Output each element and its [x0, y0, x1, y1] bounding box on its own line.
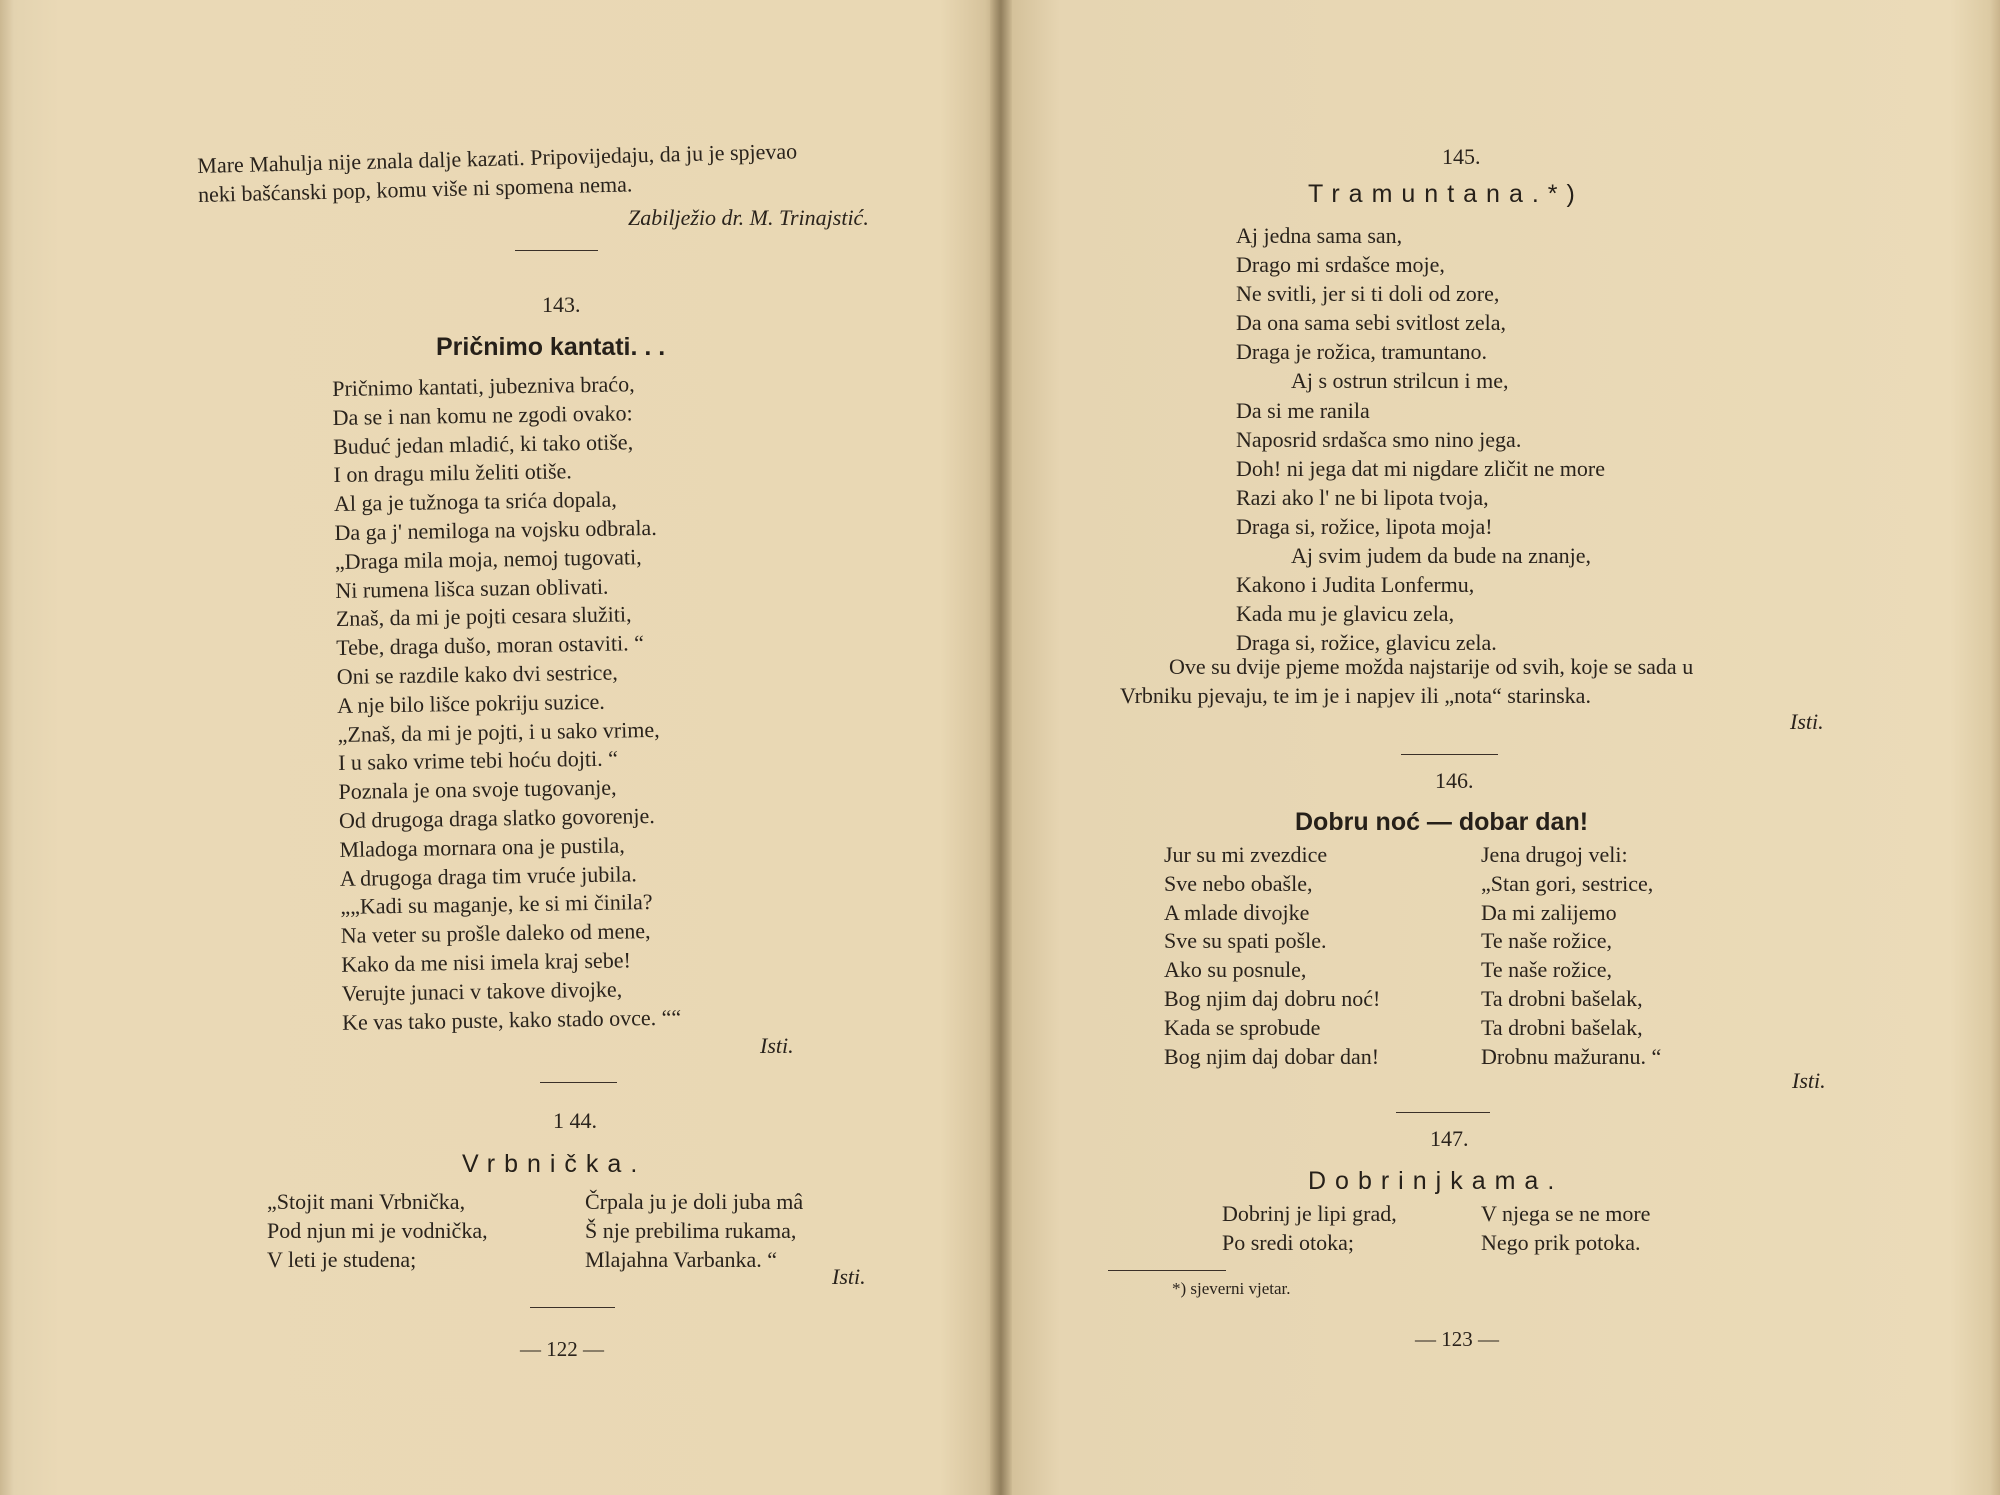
verse-line: Bog njim daj dobar dan! — [1164, 1043, 1380, 1069]
verse-line: Poznala je ona svoje tugovanje, — [338, 774, 617, 805]
verse-line: Jena drugoj veli: — [1481, 842, 1628, 867]
poem-145-lines — [1236, 221, 1605, 657]
verse-line: Sve nebo obašle, — [1164, 870, 1313, 896]
verse-line: Dobrinj je lipi grad, — [1222, 1201, 1397, 1226]
verse-line: A mlade divojke — [1164, 899, 1310, 925]
verse-line: I on dragu milu želiti otiše. — [333, 458, 573, 488]
poem-credit: Isti. — [760, 1033, 794, 1058]
verse-line: Te naše rožice, — [1481, 928, 1612, 954]
poem-title: Vrbnička. — [462, 1150, 647, 1178]
verse-line: „„Kadi su maganje, ke si mi činila? — [340, 889, 653, 920]
book-gutter — [990, 0, 1012, 1495]
verse-line: Črpala ju je doli juba mâ — [585, 1189, 804, 1214]
poem-credit: Isti. — [1790, 709, 1824, 734]
verse-line: Te naše rožice, — [1481, 957, 1612, 983]
verse-line: „Stan gori, sestrice, — [1481, 870, 1654, 896]
verse-line: Draga si, rožice, glavicu zela. — [1236, 630, 1497, 656]
verse-line: V njega se ne more — [1481, 1201, 1651, 1226]
verse-line: Razi ako l' ne bi lipota tvoja, — [1236, 484, 1489, 510]
verse-line: Po sredi otoka; — [1222, 1230, 1354, 1255]
intro-line: neki bašćanski pop, komu više ni spomena nema. — [197, 171, 633, 207]
verse-line: Draga je rožica, tramuntano. — [1236, 339, 1488, 365]
verse-line: Ta drobni bašelak, — [1481, 985, 1643, 1011]
poem-number: 147. — [1430, 1126, 1469, 1151]
verse-line: Na veter su prošle daleko od mene, — [340, 918, 651, 949]
section-divider — [1396, 1112, 1490, 1113]
footnote-rule — [1108, 1270, 1226, 1271]
verse-line: Ni rumena lišca suzan oblivati. — [335, 573, 609, 603]
section-divider — [1401, 754, 1498, 755]
verse-line: Nego prik potoka. — [1481, 1230, 1641, 1255]
poem-title: Dobrinjkama. — [1308, 1167, 1564, 1195]
left-page — [0, 0, 990, 1495]
verse-line: Š nje prebilima rukama, — [585, 1218, 797, 1243]
poem-147-column-1 — [1222, 1199, 1397, 1257]
verse-line: Od drugoga draga slatko govorenje. — [338, 802, 656, 833]
verse-line: „Stojit mani Vrbnička, — [267, 1189, 466, 1214]
verse-line: Ako su posnule, — [1164, 957, 1307, 983]
verse-line: Al ga je tužnoga ta srića dopala, — [333, 486, 618, 517]
verse-line: „Draga mila moja, nemoj tugovati, — [334, 543, 642, 574]
verse-line: Drobnu mažuranu. “ — [1481, 1043, 1662, 1069]
verse-line: Da ona sama sebi svitlost zela, — [1236, 310, 1507, 336]
verse-line: Aj jedna sama san, — [1236, 223, 1403, 248]
verse-line: Kada mu je glavicu zela, — [1236, 601, 1455, 627]
section-divider — [530, 1307, 615, 1308]
intro-line: Mare Mahulja nije znala dalje kazati. Pripovijedaju, da ju je spjevao — [197, 138, 798, 178]
verse-line: Buduć jedan mladić, ki tako otiše, — [332, 428, 634, 459]
poem-143-lines — [332, 370, 681, 1038]
right-page — [1012, 0, 2000, 1495]
verse-line: Oni se razdile kako dvi sestrice, — [336, 659, 618, 689]
note-line: Ove su dvije pjeme možda najstarije od svih, koje se sada u — [1169, 654, 1694, 679]
poem-number: 1 44. — [553, 1108, 597, 1133]
verse-line: Jur su mi zvezdice — [1164, 842, 1328, 867]
verse-line: Da ga j' nemiloga na vojsku odbrala. — [334, 514, 657, 545]
verse-line: Bog njim daj dobru noć! — [1164, 985, 1381, 1011]
verse-line: Tebe, draga dušo, moran ostaviti. “ — [336, 630, 645, 661]
poem-credit: Isti. — [1792, 1068, 1826, 1093]
poem-144-column-2 — [585, 1187, 803, 1274]
verse-line: Doh! ni jega dat mi nigdare zličit ne more — [1236, 455, 1605, 481]
footnote: *) sjeverni vjetar. — [1172, 1279, 1291, 1298]
section-divider — [540, 1082, 617, 1083]
verse-line: A drugoga draga tim vruće jubila. — [339, 860, 637, 891]
verse-line: Verujte junaci v takove divojke, — [341, 976, 623, 1006]
note-line: Vrbniku pjevaju, te im je i napjev ili „nota“ starinska. — [1120, 683, 1591, 708]
verse-line: I u sako vrime tebi hoću dojti. “ — [337, 745, 619, 776]
page-number: — 123 — — [1415, 1327, 1499, 1351]
verse-line: Drago mi srdašce moje, — [1236, 252, 1445, 278]
intro-paragraph — [197, 136, 798, 209]
verse-line: Kakono i Judita Lonfermu, — [1236, 572, 1475, 598]
poem-title: Dobru noć — dobar dan! — [1295, 808, 1589, 836]
poem-credit: Isti. — [832, 1264, 866, 1289]
verse-line: Sve su spati pošle. — [1164, 928, 1327, 954]
verse-line: Aj s ostrun strilcun i me, — [1291, 368, 1509, 394]
verse-line: Znaš, da mi je pojti cesara služiti, — [335, 601, 632, 632]
verse-line: Kada se sprobude — [1164, 1014, 1321, 1040]
verse-line: Ta drobni bašelak, — [1481, 1014, 1643, 1040]
poem-146-column-2 — [1481, 841, 1661, 1071]
verse-line: Da mi zalijemo — [1481, 899, 1617, 925]
verse-line: Kako da me nisi imela kraj sebe! — [341, 947, 631, 977]
poem-number: 146. — [1435, 768, 1474, 793]
verse-line: Naposrid srdašca smo nino jega. — [1236, 426, 1522, 452]
poem-147-column-2 — [1481, 1199, 1650, 1257]
verse-line: Ke vas tako puste, kako stado ovce. ““ — [341, 1004, 682, 1035]
verse-line: Ne svitli, jer si ti doli od zore, — [1236, 281, 1500, 307]
verse-line: Mladoga mornara ona je pustila, — [339, 832, 625, 862]
section-divider — [515, 250, 598, 251]
poem-title: Tramuntana.*) — [1308, 180, 1584, 208]
verse-line: Draga si, rožice, lipota moja! — [1236, 513, 1493, 539]
verse-line: Da si me ranila — [1236, 397, 1370, 423]
poem-number: 145. — [1442, 144, 1481, 169]
poem-number: 143. — [542, 292, 581, 317]
poem-title: Pričnimo kantati. . . — [436, 333, 666, 361]
intro-credit: Zabilježio dr. M. Trinajstić. — [628, 205, 869, 230]
verse-line: A nje bilo lišce pokriju suzice. — [336, 688, 605, 718]
verse-line: Pod njun mi je vodnička, — [267, 1218, 488, 1243]
poem-146-column-1 — [1164, 841, 1380, 1071]
poem-145-note — [1120, 652, 1694, 710]
poem-144-column-1 — [267, 1187, 488, 1274]
page-number: — 122 — — [520, 1337, 604, 1361]
verse-line: Pričnimo kantati, jubezniva braćo, — [332, 371, 635, 401]
verse-line: Aj svim judem da bude na znanje, — [1291, 543, 1591, 569]
verse-line: V leti je studena; — [267, 1247, 417, 1272]
verse-line: Mlajahna Varbanka. “ — [585, 1247, 778, 1272]
verse-line: „Znaš, da mi je pojti, i u sako vrime, — [337, 716, 660, 747]
verse-line: Da se i nan komu ne zgodi ovako: — [332, 400, 633, 430]
